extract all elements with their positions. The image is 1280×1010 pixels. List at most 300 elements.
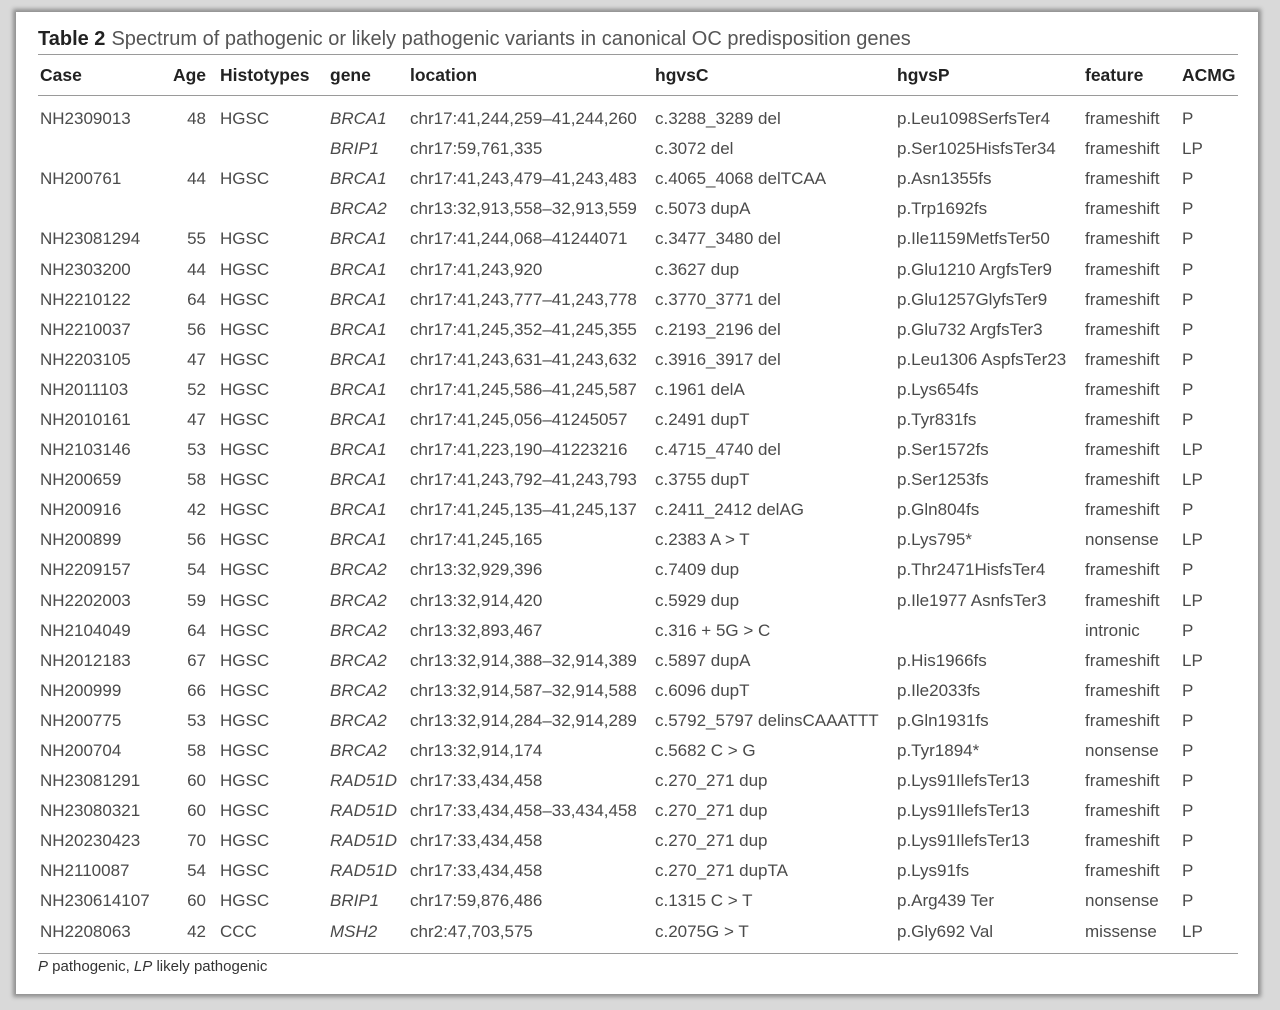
cell-age: 47 [187, 349, 206, 369]
cell-location: chr17:41,245,586–41,245,587 [410, 379, 637, 399]
cell-gene: BRCA1 [330, 440, 387, 460]
cell-location: chr17:41,243,792–41,243,793 [410, 470, 637, 490]
cell-acmg: LP [1182, 470, 1203, 490]
cell-case: NH2103146 [40, 440, 131, 460]
cell-case: NH20230423 [40, 831, 141, 851]
cell-feature: frameshift [1085, 801, 1160, 821]
footnote-lp-abbrev: LP [133, 957, 153, 975]
cell-hgvsp: p.Ser1253fs [897, 470, 989, 490]
table-header [38, 55, 1238, 96]
table-row [38, 736, 1238, 766]
cell-feature: frameshift [1085, 710, 1160, 730]
cell-gene: RAD51D [330, 801, 398, 821]
table-row [38, 676, 1238, 706]
cell-location: chr13:32,914,420 [410, 590, 543, 610]
cell-hgvsp: p.Leu1306 AspfsTer23 [897, 349, 1067, 369]
cell-histotypes: CCC [220, 921, 257, 941]
cell-feature: frameshift [1085, 349, 1160, 369]
cell-acmg: P [1182, 349, 1194, 369]
cell-age: 42 [187, 500, 206, 520]
cell-histotypes: HGSC [220, 440, 270, 460]
cell-case: NH2203105 [40, 349, 131, 369]
cell-case: NH2210122 [40, 289, 131, 309]
cell-gene: BRCA1 [330, 349, 387, 369]
cell-hgvsc: c.4715_4740 del [655, 440, 781, 460]
cell-hgvsp: p.Glu1257GlyfsTer9 [897, 289, 1048, 309]
header-row [38, 55, 1238, 96]
cell-hgvsp: p.Lys91IlefsTer13 [897, 771, 1030, 791]
cell-age: 44 [187, 169, 206, 189]
cell-case: NH2104049 [40, 620, 131, 640]
cell-feature: frameshift [1085, 590, 1160, 610]
cell-feature: frameshift [1085, 440, 1160, 460]
cell-age: 59 [187, 590, 206, 610]
cell-hgvsc: c.2383 A > T [655, 530, 750, 550]
cell-feature: frameshift [1085, 229, 1160, 249]
cell-hgvsc: c.7409 dup [655, 560, 740, 580]
cell-age: 54 [187, 560, 206, 580]
cell-age: 60 [187, 801, 206, 821]
cell-hgvsp: p.Ser1025HisfsTer34 [897, 139, 1056, 159]
cell-location: chr17:41,243,777–41,243,778 [410, 289, 637, 309]
cell-histotypes: HGSC [220, 379, 270, 399]
cell-gene: BRCA1 [330, 500, 387, 520]
cell-location: chr13:32,929,396 [410, 560, 543, 580]
cell-age: 56 [187, 530, 206, 550]
cell-gene: BRCA2 [330, 560, 387, 580]
cell-hgvsp: p.Glu732 ArgfsTer3 [897, 319, 1043, 339]
cell-location: chr13:32,893,467 [410, 620, 543, 640]
cell-gene: MSH2 [330, 921, 378, 941]
cell-hgvsc: c.2193_2196 del [655, 319, 781, 339]
cell-case: NH200916 [40, 500, 122, 520]
cell-case: NH2110087 [40, 861, 130, 881]
table-row [38, 435, 1238, 465]
cell-hgvsp: p.Tyr831fs [897, 409, 977, 429]
cell-acmg: P [1182, 801, 1194, 821]
cell-gene: BRCA2 [330, 741, 387, 761]
cell-hgvsc: c.316 + 5G > C [655, 620, 771, 640]
cell-hgvsc: c.5897 dupA [655, 650, 751, 670]
table-row [38, 886, 1238, 916]
cell-hgvsc: c.4065_4068 delTCAA [655, 169, 827, 189]
cell-case: NH2210037 [40, 319, 131, 339]
cell-acmg: LP [1182, 650, 1203, 670]
cell-histotypes: HGSC [220, 259, 270, 279]
cell-gene: BRCA2 [330, 710, 387, 730]
cell-feature: frameshift [1085, 259, 1160, 279]
cell-case: NH230614107 [40, 891, 150, 911]
cell-feature: frameshift [1085, 319, 1160, 339]
table-row [38, 285, 1238, 315]
cell-age [166, 194, 218, 224]
cell-location: chr17:33,434,458 [410, 831, 543, 851]
cell-hgvsc: c.270_271 dup [655, 831, 768, 851]
cell-feature: frameshift [1085, 199, 1160, 219]
cell-hgvsp: p.Thr2471HisfsTer4 [897, 560, 1046, 580]
cell-case: NH2208063 [40, 921, 131, 941]
cell-histotypes: HGSC [220, 289, 270, 309]
table-row [38, 766, 1238, 796]
cell-histotypes [218, 194, 328, 224]
cell-histotypes: HGSC [220, 229, 270, 249]
table-row [38, 856, 1238, 886]
cell-age: 53 [187, 710, 206, 730]
cell-age: 58 [187, 741, 206, 761]
cell-hgvsc: c.5792_5797 delinsCAAATTT [655, 710, 879, 730]
cell-gene: BRIP1 [330, 891, 380, 911]
cell-feature: frameshift [1085, 289, 1160, 309]
cell-age: 47 [187, 409, 206, 429]
cell-case: NH2011103 [40, 379, 129, 399]
table-row [38, 375, 1238, 405]
cell-location: chr17:33,434,458 [410, 771, 543, 791]
cell-hgvsc: c.3755 dupT [655, 470, 750, 490]
cell-hgvsc: c.3627 dup [655, 259, 740, 279]
cell-age: 58 [187, 470, 206, 490]
cell-feature: intronic [1085, 620, 1140, 640]
cell-feature: frameshift [1085, 771, 1160, 791]
cell-age: 70 [187, 831, 206, 851]
cell-gene: BRCA2 [330, 650, 387, 670]
cell-histotypes: HGSC [220, 530, 270, 550]
cell-feature: frameshift [1085, 500, 1160, 520]
cell-histotypes: HGSC [220, 831, 270, 851]
table-row [38, 315, 1238, 345]
cell-hgvsc: c.270_271 dupTA [655, 861, 788, 881]
table-row [38, 134, 1238, 164]
cell-hgvsp: p.Gly692 Val [897, 921, 994, 941]
cell-acmg: P [1182, 891, 1194, 911]
cell-acmg: P [1182, 771, 1194, 791]
cell-hgvsc: c.5073 dupA [655, 199, 751, 219]
cell-acmg: P [1182, 861, 1194, 881]
cell-location: chr17:41,244,259–41,244,260 [410, 109, 637, 129]
table-row [38, 164, 1238, 194]
cell-case: NH2012183 [40, 650, 131, 670]
table-row [38, 96, 1238, 135]
cell-age [166, 134, 218, 164]
cell-hgvsc: c.270_271 dup [655, 801, 768, 821]
cell-location: chr13:32,914,174 [410, 741, 543, 761]
cell-age: 56 [187, 319, 206, 339]
cell-histotypes [218, 134, 328, 164]
footnote-lp-text: likely pathogenic [152, 957, 268, 975]
cell-location: chr17:59,761,335 [410, 139, 543, 159]
cell-acmg: LP [1182, 530, 1203, 550]
cell-case: NH23081294 [40, 229, 141, 249]
column-header-histotypes: Histotypes [220, 64, 310, 85]
cell-histotypes: HGSC [220, 861, 270, 881]
cell-feature: frameshift [1085, 560, 1160, 580]
cell-hgvsp [895, 616, 1083, 646]
cell-case [38, 194, 166, 224]
cell-histotypes: HGSC [220, 710, 270, 730]
column-header-acmg: ACMG [1182, 64, 1236, 85]
cell-hgvsc: c.3072 del [655, 139, 734, 159]
cell-acmg: P [1182, 560, 1194, 580]
cell-hgvsp: p.Glu1210 ArgfsTer9 [897, 259, 1052, 279]
cell-location: chr2:47,703,575 [410, 921, 533, 941]
table-row [38, 495, 1238, 525]
cell-location: chr17:41,243,920 [410, 259, 543, 279]
column-header-hgvsp: hgvsP [897, 64, 950, 85]
cell-location: chr13:32,913,558–32,913,559 [410, 199, 637, 219]
cell-acmg: P [1182, 620, 1194, 640]
cell-gene: RAD51D [330, 771, 398, 791]
cell-feature: frameshift [1085, 680, 1160, 700]
cell-age: 67 [187, 650, 206, 670]
cell-gene: BRCA2 [330, 680, 387, 700]
cell-gene: BRCA1 [330, 530, 387, 550]
cell-hgvsc: c.2411_2412 delAG [655, 500, 805, 520]
column-header-location: location [410, 64, 478, 85]
cell-gene: BRCA2 [330, 199, 387, 219]
table-row [38, 796, 1238, 826]
document-frame [16, 12, 1258, 994]
cell-histotypes: HGSC [220, 349, 270, 369]
cell-location: chr17:41,223,190–41223216 [410, 440, 628, 460]
cell-hgvsp: p.Ile2033fs [897, 680, 981, 700]
cell-gene: BRIP1 [330, 139, 380, 159]
cell-location: chr17:41,245,165 [410, 530, 543, 550]
table-row [38, 917, 1238, 947]
cell-case: NH2202003 [40, 590, 131, 610]
cell-histotypes: HGSC [220, 590, 270, 610]
cell-hgvsp: p.Arg439 Ter [897, 891, 995, 911]
cell-acmg: P [1182, 229, 1194, 249]
cell-age: 42 [187, 921, 206, 941]
cell-hgvsc: c.270_271 dup [655, 771, 768, 791]
table-row [38, 555, 1238, 585]
table-row [38, 224, 1238, 254]
cell-acmg: LP [1182, 440, 1203, 460]
cell-histotypes: HGSC [220, 801, 270, 821]
cell-hgvsc: c.3288_3289 del [655, 109, 781, 129]
cell-gene: BRCA1 [330, 169, 387, 189]
cell-hgvsp: p.Ile1977 AsnfsTer3 [897, 590, 1047, 610]
cell-feature: frameshift [1085, 861, 1160, 881]
table-row [38, 194, 1238, 224]
cell-hgvsp: p.Gln804fs [897, 500, 980, 520]
cell-acmg: P [1182, 199, 1194, 219]
cell-hgvsc: c.2491 dupT [655, 409, 750, 429]
cell-hgvsp: p.Lys91IlefsTer13 [897, 801, 1030, 821]
cell-histotypes: HGSC [220, 409, 270, 429]
cell-hgvsp: p.Ile1159MetfsTer50 [897, 229, 1050, 249]
cell-acmg: P [1182, 319, 1194, 339]
cell-acmg: P [1182, 169, 1194, 189]
cell-gene: RAD51D [330, 831, 398, 851]
cell-feature: nonsense [1085, 741, 1159, 761]
cell-histotypes: HGSC [220, 560, 270, 580]
cell-acmg: P [1182, 680, 1194, 700]
cell-acmg: P [1182, 500, 1194, 520]
cell-hgvsc: c.3770_3771 del [655, 289, 781, 309]
cell-age: 48 [187, 109, 206, 129]
cell-gene: BRCA1 [330, 409, 387, 429]
cell-hgvsc: c.3916_3917 del [655, 349, 781, 369]
cell-histotypes: HGSC [220, 169, 270, 189]
cell-location: chr13:32,914,388–32,914,389 [410, 650, 637, 670]
cell-hgvsp: p.Lys91fs [897, 861, 970, 881]
table-caption [38, 24, 1238, 54]
cell-case: NH2309013 [40, 109, 131, 129]
cell-hgvsc: c.5929 dup [655, 590, 740, 610]
cell-feature: frameshift [1085, 650, 1160, 670]
cell-case: NH23080321 [40, 801, 141, 821]
cell-hgvsp: p.Ser1572fs [897, 440, 989, 460]
cell-case: NH2209157 [40, 560, 131, 580]
column-header-age: Age [172, 64, 206, 85]
table-body [38, 96, 1238, 947]
table-footnote [38, 954, 1238, 975]
cell-hgvsp: p.His1966fs [897, 650, 987, 670]
column-header-gene: gene [330, 64, 371, 85]
table-row [38, 826, 1238, 856]
cell-gene: BRCA2 [330, 620, 387, 640]
cell-case: NH200999 [40, 680, 122, 700]
cell-location: chr17:41,244,068–41244071 [410, 229, 628, 249]
cell-case: NH200704 [40, 741, 122, 761]
cell-acmg: LP [1182, 590, 1203, 610]
cell-feature: frameshift [1085, 470, 1160, 490]
table-row [38, 465, 1238, 495]
cell-case [38, 134, 166, 164]
column-header-feature: feature [1085, 64, 1144, 85]
cell-case: NH200775 [40, 710, 122, 730]
cell-hgvsp: p.Tyr1894* [897, 741, 980, 761]
cell-gene: BRCA1 [330, 229, 387, 249]
cell-location: chr17:59,876,486 [410, 891, 543, 911]
cell-acmg: LP [1182, 921, 1203, 941]
cell-feature: frameshift [1085, 109, 1160, 129]
cell-age: 54 [187, 861, 206, 881]
cell-feature: frameshift [1085, 409, 1160, 429]
cell-case: NH23081291 [40, 771, 141, 791]
cell-gene: BRCA1 [330, 109, 387, 129]
cell-histotypes: HGSC [220, 109, 270, 129]
cell-feature: frameshift [1085, 831, 1160, 851]
cell-location: chr17:33,434,458 [410, 861, 543, 881]
cell-location: chr17:41,243,479–41,243,483 [410, 169, 637, 189]
cell-hgvsp: p.Lys654fs [897, 379, 979, 399]
cell-hgvsp: p.Lys91IlefsTer13 [897, 831, 1030, 851]
cell-gene: BRCA1 [330, 379, 387, 399]
cell-case: NH2303200 [40, 259, 131, 279]
cell-histotypes: HGSC [220, 680, 270, 700]
cell-hgvsp: p.Asn1355fs [897, 169, 992, 189]
cell-feature: nonsense [1085, 891, 1159, 911]
cell-location: chr17:33,434,458–33,434,458 [410, 801, 637, 821]
cell-acmg: P [1182, 259, 1194, 279]
cell-case: NH200899 [40, 530, 122, 550]
cell-location: chr13:32,914,284–32,914,289 [410, 710, 637, 730]
cell-location: chr13:32,914,587–32,914,588 [410, 680, 637, 700]
cell-histotypes: HGSC [220, 891, 270, 911]
table-row [38, 646, 1238, 676]
cell-gene: BRCA1 [330, 319, 387, 339]
cell-acmg: P [1182, 409, 1194, 429]
cell-acmg: P [1182, 831, 1194, 851]
table-row [38, 586, 1238, 616]
cell-gene: BRCA1 [330, 259, 387, 279]
cell-hgvsp: p.Leu1098SerfsTer4 [897, 109, 1051, 129]
table-container [38, 24, 1238, 975]
cell-acmg: LP [1182, 139, 1203, 159]
cell-age: 64 [187, 620, 206, 640]
cell-histotypes: HGSC [220, 620, 270, 640]
cell-age: 52 [187, 379, 206, 399]
cell-feature: frameshift [1085, 379, 1160, 399]
cell-case: NH2010161 [40, 409, 131, 429]
cell-hgvsc: c.1961 delA [655, 379, 745, 399]
cell-location: chr17:41,245,352–41,245,355 [410, 319, 637, 339]
table-caption-label: Table 2 [38, 28, 106, 50]
cell-acmg: P [1182, 741, 1194, 761]
column-header-hgvsc: hgvsC [655, 64, 709, 85]
cell-age: 44 [187, 259, 206, 279]
cell-gene: BRCA2 [330, 590, 387, 610]
cell-age: 53 [187, 440, 206, 460]
cell-hgvsp: p.Lys795* [897, 530, 972, 550]
cell-histotypes: HGSC [220, 771, 270, 791]
cell-age: 60 [187, 771, 206, 791]
cell-hgvsp: p.Trp1692fs [897, 199, 988, 219]
cell-gene: BRCA1 [330, 470, 387, 490]
cell-feature: missense [1085, 921, 1157, 941]
cell-age: 66 [187, 680, 206, 700]
table-caption-text: Spectrum of pathogenic or likely pathogenic variants in canonical OC predisposition genes [111, 28, 911, 50]
cell-hgvsp: p.Gln1931fs [897, 710, 989, 730]
cell-histotypes: HGSC [220, 319, 270, 339]
cell-location: chr17:41,243,631–41,243,632 [410, 349, 637, 369]
table-row [38, 405, 1238, 435]
cell-feature: frameshift [1085, 139, 1160, 159]
cell-location: chr17:41,245,056–41245057 [410, 409, 628, 429]
cell-acmg: P [1182, 710, 1194, 730]
cell-feature: nonsense [1085, 530, 1159, 550]
cell-histotypes: HGSC [220, 500, 270, 520]
table-row [38, 254, 1238, 284]
cell-hgvsc: c.3477_3480 del [655, 229, 781, 249]
footnote-p-abbrev: P [38, 957, 49, 975]
cell-age: 60 [187, 891, 206, 911]
table-row [38, 345, 1238, 375]
table-row [38, 525, 1238, 555]
footnote-p-text: pathogenic, [48, 957, 134, 975]
cell-age: 55 [187, 229, 206, 249]
cell-acmg: P [1182, 379, 1194, 399]
cell-gene: BRCA1 [330, 289, 387, 309]
cell-hgvsc: c.5682 C > G [655, 741, 756, 761]
cell-histotypes: HGSC [220, 650, 270, 670]
cell-hgvsc: c.6096 dupT [655, 680, 750, 700]
cell-gene: RAD51D [330, 861, 398, 881]
cell-acmg: P [1182, 289, 1194, 309]
table-row [38, 616, 1238, 646]
cell-age: 64 [187, 289, 206, 309]
cell-histotypes: HGSC [220, 470, 270, 490]
cell-location: chr17:41,245,135–41,245,137 [410, 500, 637, 520]
cell-histotypes: HGSC [220, 741, 270, 761]
cell-hgvsc: c.1315 C > T [655, 891, 753, 911]
cell-hgvsc: c.2075G > T [655, 921, 749, 941]
cell-feature: frameshift [1085, 169, 1160, 189]
cell-case: NH200659 [40, 470, 122, 490]
cell-acmg: P [1182, 109, 1194, 129]
variants-table [38, 55, 1238, 947]
